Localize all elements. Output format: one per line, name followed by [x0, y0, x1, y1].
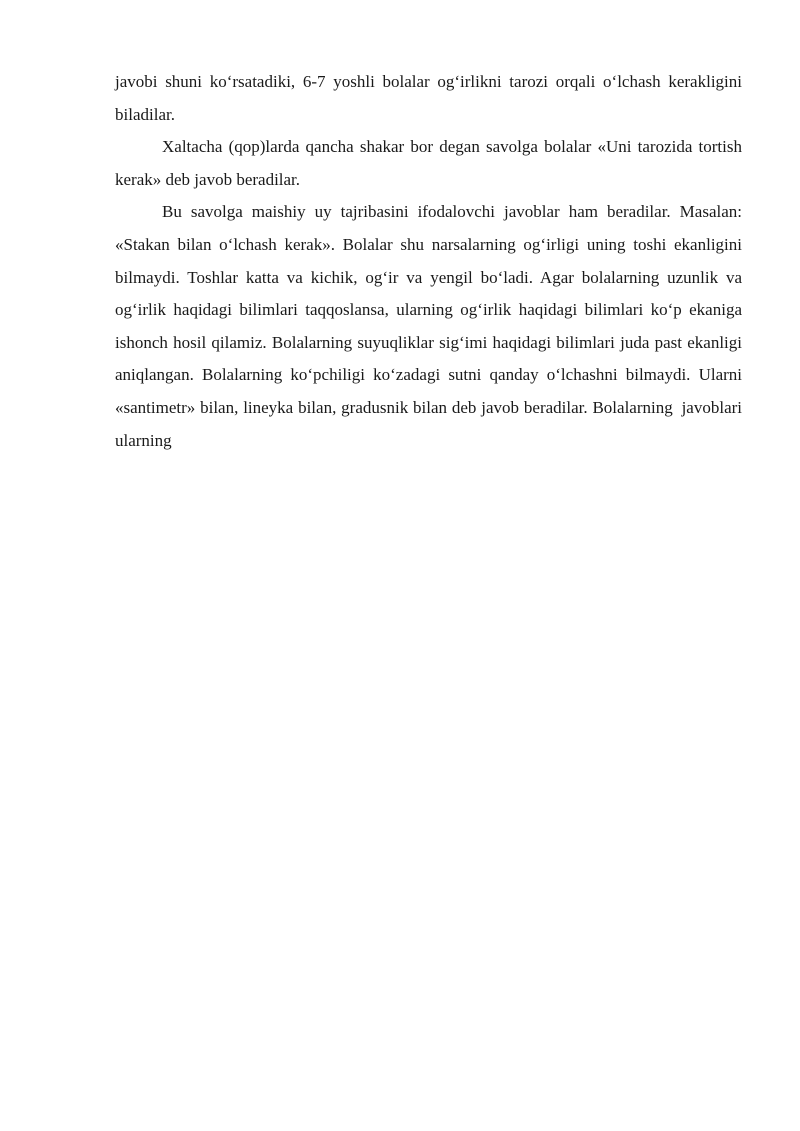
paragraph-3-continuation: Bolalarning javoblari ularning [115, 397, 742, 450]
paragraph-3-wrapper [115, 196, 742, 457]
paragraph-2: Xaltacha (qop)larda qancha shakar bor degan savolga bolalar «Uni tarozida tortish kerak» deb javob beradilar. [115, 137, 742, 189]
paragraph-3-main: Bu savolga maishiy uy tajribasini ifodalovchi javoblar ham beradilar. Masalan: «Stakan bilan o‘lchash kerak». Bolalar shu narsalarning og‘irligi uning toshi ekanligini bilmaydi. Toshlar katta va kichik, og‘ir va yengil bo‘ladi. Agar bolalarning uzunlik va og‘irlik haqidagi bilimlari taqqoslansa, ularning og‘irlik haqidagi bilimlari ko‘p ekaniga ishonch hosil qilamiz. Bolalarning suyuqliklar sig‘imi haqidagi bilimlari juda past ekanligi aniqlangan. Bolalarning ko‘pchiligi ko‘zadagi sutni qanday o‘lchashni bilmaydi. Ularni «santimetr» bilan, lineyka bilan, gradusnik bilan deb javob beradilar. [115, 202, 742, 417]
body-text [115, 66, 742, 457]
paragraph-1: javobi shuni ko‘rsatadiki, 6-7 yoshli bolalar og‘irlikni tarozi orqali o‘lchash kerakligini biladilar. [115, 72, 742, 124]
